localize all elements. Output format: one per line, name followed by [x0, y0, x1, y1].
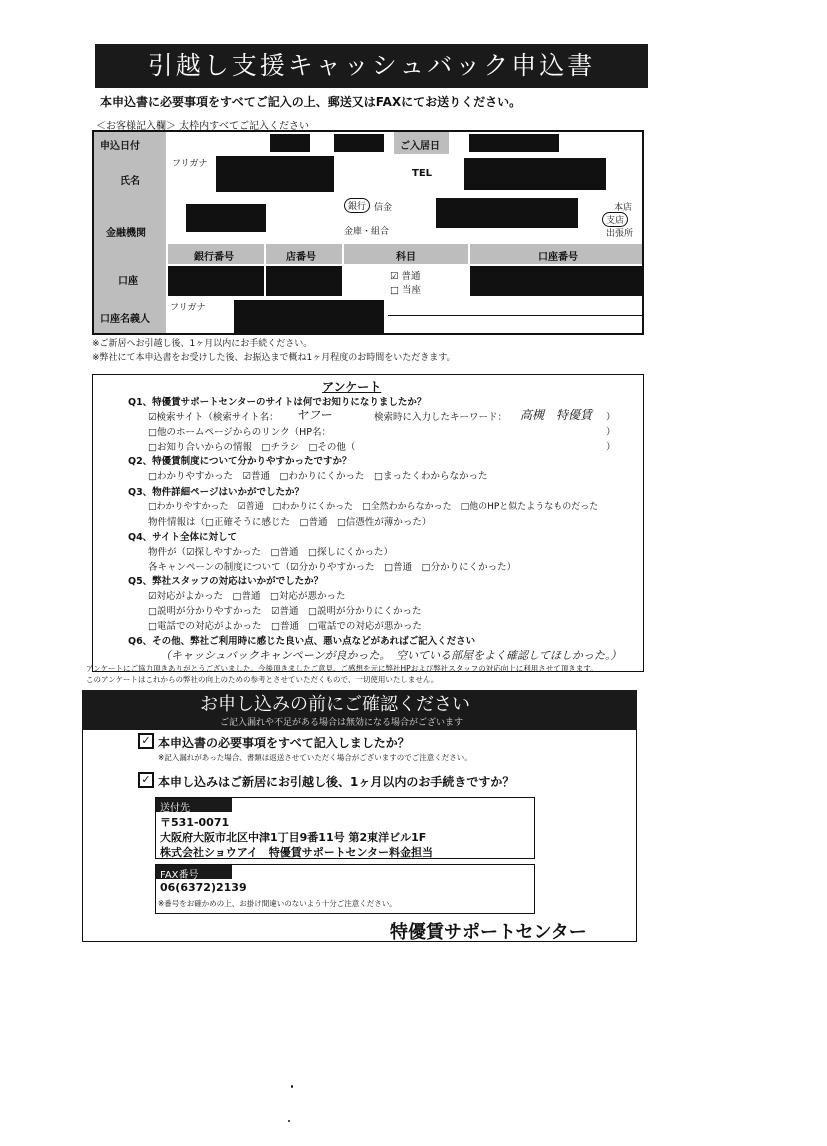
survey-q2-a: □わかりやすかった ☑普通 □わかりにくかった □まったくわからなかった: [148, 471, 488, 482]
tel-label: TEL: [412, 168, 433, 179]
bank-type-shinkin: 信金: [374, 203, 393, 213]
survey-q5: Q5、弊社スタッフの対応はいかがでしたか？: [128, 576, 324, 587]
survey-q4-b: 各キャンペーンの制度について（☑分かりやすかった □普通 □分かりにくかった）: [148, 562, 517, 573]
confirm-banner-title: お申し込みの前にご確認ください: [200, 694, 470, 715]
branch-code-label: 店番号: [286, 252, 316, 263]
check1-box[interactable]: ✓: [138, 733, 154, 749]
name-label: 氏名: [120, 176, 140, 187]
redaction: [436, 198, 578, 228]
fax-label: FAX番号: [160, 870, 199, 881]
survey-q5-a: ☑対応がよかった □普通 □対応が悪かった: [148, 591, 346, 602]
survey-q1-close: ）: [606, 442, 616, 453]
zip: 〒531-0071: [160, 816, 230, 829]
survey-q5-b: □説明が分かりやすかった ☑普通 □説明が分かりにくかった: [148, 606, 422, 617]
holder-label: 口座名義人: [100, 314, 150, 325]
redaction: [470, 266, 642, 296]
redaction: [234, 300, 384, 333]
survey-q2: Q2、特優賃制度について分かりやすかったですか？: [128, 456, 352, 467]
check2-text: 本申し込みはご新居にお引越し後、1ヶ月以内のお手続きですか？: [158, 775, 515, 789]
survey-footer-1: アンケートにご協力頂きありがとうございました。今後頂きましたご意見、ご感想を元に弊社HPおよび弊社スタッフの対応向上に利用させて頂きます。: [86, 664, 598, 673]
survey-q1-a-kw-hand: 高槻 特優賃: [520, 408, 593, 422]
confirm-banner-sub: ご記入漏れや不足がある場合は無効になる場合がございます: [220, 718, 464, 728]
check2-box[interactable]: ✓: [138, 772, 154, 788]
survey-q6: Q6、その他、弊社ご利用時に感じた良い点、悪い点などがあればご記入ください: [128, 636, 476, 647]
move-in-label: ご入居日: [400, 141, 440, 152]
center-name: 特優賃サポートセンター: [390, 922, 587, 943]
survey-q1-close: ）: [606, 427, 616, 438]
send-label: 送付先: [160, 803, 190, 814]
survey-q1-a-kw: 検索時に入力したキーワード：: [374, 412, 508, 423]
branch-office: 出張所: [606, 229, 634, 239]
redaction: [216, 156, 334, 192]
form-title: 引越し支援キャッシュバック申込書: [95, 44, 648, 88]
type-ordinary: ☑ 普通: [390, 271, 421, 282]
branch-main: 本店: [614, 203, 633, 213]
bank-label-cell: [94, 194, 166, 312]
furigana-label: フリガナ: [172, 159, 208, 169]
redaction: [469, 134, 559, 152]
account-type-label: 科目: [396, 252, 416, 263]
survey-q1-c: □お知り合いからの情報 □チラシ □その他（: [148, 442, 356, 453]
type-current: □ 当座: [390, 285, 421, 296]
fax-note: ※番号をお確かめの上、お掛け間違いのないよう十分ご注意ください。: [158, 899, 397, 908]
redaction: [168, 266, 264, 296]
company: 株式会社ショウアイ 特優賃サポートセンター料金担当: [160, 846, 434, 859]
check1-sub: ※記入漏れがあった場合、書類は返送させていただく場合がございますのでご注意ください。: [158, 753, 472, 762]
account-number-label: 口座番号: [538, 252, 578, 263]
survey-q1-a-hand: ヤフー: [296, 408, 332, 422]
bank-circled: 銀行: [344, 198, 370, 213]
survey-q1-close: ）: [606, 412, 616, 423]
holder-divider: [388, 315, 642, 316]
survey-q3: Q3、物件詳細ページはいかがでしたか？: [128, 487, 304, 498]
fax-number: 06(6372)2139: [160, 881, 247, 894]
lead-text: 本申込書に必要事項をすべてご記入の上、郵送又はFAXにてお送りください。: [100, 95, 522, 109]
check1-text: 本申込書の必要事項をすべて記入しましたか？: [158, 736, 410, 750]
redaction: [186, 204, 266, 232]
survey-q4: Q4、サイト全体に対して: [128, 532, 238, 543]
customer-section-label: ＜お客様記入欄＞ 太枠内すべてご記入ください: [96, 121, 309, 132]
bank-label: 金融機関: [106, 228, 146, 239]
account-label: 口座: [118, 276, 138, 287]
holder-furigana: フリガナ: [170, 303, 206, 313]
bank-code-label: 銀行番号: [194, 252, 234, 263]
scan-speck: [288, 1120, 290, 1122]
survey-q3-a: □わかりやすかった ☑普通 □わかりにくかった □全然わからなかった □他のHPと似たようなものだった: [148, 502, 599, 512]
survey-q3-b: 物件情報は（□正確そうに感じた □普通 □信憑性が薄かった）: [148, 517, 432, 528]
bank-type-kinko: 金庫・組合: [344, 227, 390, 237]
survey-q5-c: □電話での対応がよかった □普通 □電話での対応が悪かった: [148, 621, 422, 632]
survey-footer-2: このアンケートはこれからの弊社の向上のための参考とさせていただくもので、一切使用いたしません。: [86, 675, 439, 684]
redaction: [270, 134, 310, 152]
note-1: ※ご新居へお引越し後、1ヶ月以内にお手続ください。: [92, 339, 313, 349]
address: 大阪府大阪市北区中津1丁目9番11号 第2東洋ビル1F: [160, 831, 427, 844]
scan-speck: [291, 1085, 293, 1088]
survey-q4-a: 物件が（☑探しやすかった □普通 □探しにくかった）: [148, 547, 393, 558]
redaction: [266, 266, 342, 296]
redaction: [334, 134, 384, 152]
date-label: 申込日付: [100, 141, 140, 152]
survey-q1-b: □他のホームページからのリンク（HP名：: [148, 427, 331, 438]
application-form: [92, 130, 644, 335]
redaction: [464, 158, 606, 190]
survey-title: アンケート: [322, 380, 382, 394]
survey-q1-a: ☑検索サイト（検索サイト名：: [148, 412, 279, 423]
survey-q1: Q1、特優賃サポートセンターのサイトは何でお知りになりましたか？: [128, 397, 427, 408]
branch-circled: 支店: [602, 212, 628, 227]
survey-q6-hand: （キャッシュバックキャンペーンが良かった。 空いている部屋をよく確認してほしかった。）: [160, 649, 622, 662]
note-2: ※弊社にて本申込書をお受けした後、お振込まで概ね1ヶ月程度のお時間をいただきます。: [92, 353, 456, 363]
